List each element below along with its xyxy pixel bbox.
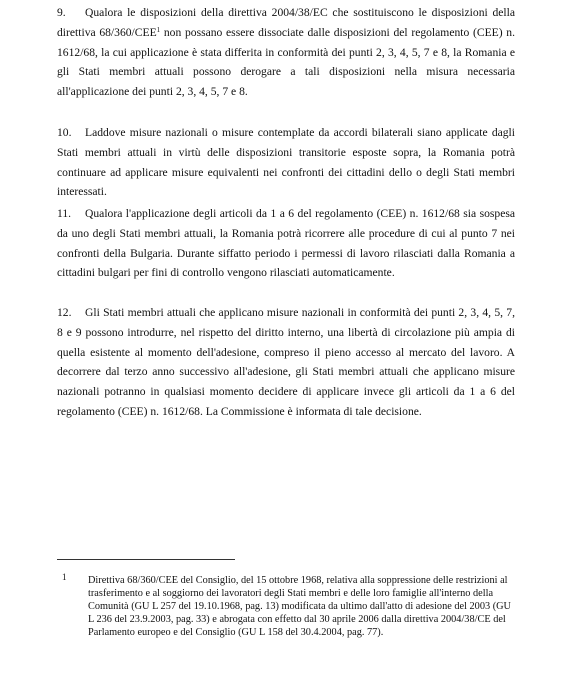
footnote-reference[interactable]: 1	[156, 25, 161, 34]
paragraph-number: 11.	[57, 207, 72, 220]
footnote-text: Direttiva 68/360/CEE del Consiglio, del 15 ottobre 1968, relativa alla soppressione delle restrizioni al trasferimento e al soggiorno dei lavoratori degli Stati membri e delle loro famiglie all'interno della Comunità (GU L 257 del 19.10.1968, pag. 13) modificata da ultimo dall'atto di adesione del 2003 (GU L 236 del 23.9.2003, pag. 33) e abrogata con effetto dal 30 aprile 2006 dalla direttiva 2004/38/CE del Parlamento europeo e del Consiglio (GU L 158 del 30.4.2004, pag. 77).	[88, 575, 511, 638]
paragraph-number: 10.	[57, 126, 72, 139]
paragraph-9	[57, 3, 515, 102]
paragraph-text: Qualora l'applicazione degli articoli da 1 a 6 del regolamento (CEE) n. 1612/68 sia sospesa da uno degli Stati membri attuali, la Romania potrà ricorrere alle procedure di cui al punto 7 nei confronti della Bulgaria. Durante siffatto periodo i permessi di lavoro rilasciati dalla Romania a cittadini bulgari per fini di controllo vengono rilasciati automaticamente.	[57, 207, 515, 280]
paragraph-text: Qualora le disposizioni della direttiva 2004/38/EC che sostituiscono le disposizioni della direttiva 68/360/CEE	[57, 6, 515, 39]
footnote-separator	[57, 559, 235, 560]
paragraph-11	[57, 204, 515, 283]
paragraph-12	[57, 303, 515, 422]
paragraph-text-continued: non possano essere dissociate dalle disposizioni del regolamento (CEE) n. 1612/68, la cui applicazione è stata differita in conformità dei punti 2, 3, 4, 5, 7 e 8, la Romania e gli Stati membri attuali possono derogare a tali disposizioni nella misura necessaria all'applicazione dei punti 2, 3, 4, 5, 7 e 8.	[57, 25, 516, 99]
footnote-number: 1	[62, 572, 67, 582]
paragraph-number: 9.	[57, 6, 66, 19]
paragraph-10	[57, 123, 515, 202]
paragraph-text: Gli Stati membri attuali che applicano misure nazionali in conformità dei punti 2, 3, 4, 5, 7, 8 e 9 possono introdurre, nel rispetto del diritto interno, una libertà di circolazione più ampia di quella esistente al momento dell'adesione, compreso il pieno accesso al mercato del lavoro. A decorrere dal terzo anno successivo all'adesione, gli Stati membri attuali che applicano misure nazionali potranno in qualsiasi momento decidere di applicare invece gli articoli da 1 a 6 del regolamento (CEE) n. 1612/68. La Commissione è informata di tale decisione.	[57, 306, 515, 418]
paragraph-text: Laddove misure nazionali o misure contemplate da accordi bilaterali siano applicate dagli Stati membri attuali in virtù delle disposizioni transitorie esposte sopra, la Romania potrà continuare ad applicare misure equivalenti nei confronti dei cittadini dello o degli Stati membri interessati.	[57, 126, 515, 199]
paragraph-number: 12.	[57, 306, 72, 319]
